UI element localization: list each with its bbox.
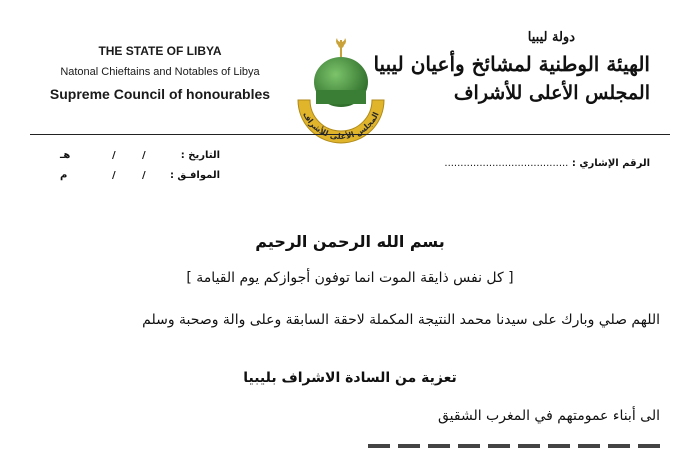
date-separator: / — [112, 150, 116, 161]
prayer-paragraph: اللهم صلي وبارك على سيدنا محمد النتيجة المكملة لاحقة السابقة وعلى والة وصحبة وسلم — [142, 312, 660, 328]
corresponding-label: الموافـق : — [169, 170, 220, 181]
reference-value: ....................................... — [444, 158, 569, 169]
english-organization-name: Natonal Chieftains and Notables of Libya — [60, 66, 260, 78]
date-gregorian-suffix: م — [60, 170, 68, 181]
english-state-title: THE STATE OF LIBYA — [98, 44, 222, 58]
arabic-organization-name: الهيئة الوطنية لمشائخ وأعيان ليبيا — [373, 52, 650, 76]
reference-label: الرقم الإشاري : — [571, 158, 650, 169]
recipient-line: الى أبناء عمومتهم في المغرب الشقيق — [437, 408, 660, 424]
quran-verse: [ كل نفس ذايقة الموت انما توفون أجوازكم يوم القيامة ] — [186, 270, 514, 286]
council-logo — [286, 30, 396, 150]
basmala: بسم الله الرحمن الرحيم — [255, 232, 445, 251]
dome-base — [316, 90, 366, 104]
date-label: التاريخ : — [180, 150, 220, 161]
logo-banner-text: المجلس الأعلى للأشراف — [301, 110, 381, 142]
date-separator: / — [112, 170, 116, 181]
cut-off-text-line — [360, 440, 660, 450]
date-hijri-suffix: هـ — [60, 150, 71, 161]
date-separator: / — [142, 150, 146, 161]
crescent-icon — [336, 38, 346, 46]
arabic-council-name: المجلس الأعلى للأشراف — [453, 82, 650, 104]
condolence-title: تعزية من السادة الاشراف بليبيا — [243, 370, 457, 386]
date-separator: / — [142, 170, 146, 181]
arabic-state-title: دولة ليبيا — [527, 30, 575, 45]
header-divider — [30, 134, 670, 135]
english-council-name: Supreme Council of honourables — [49, 86, 271, 102]
reference-number — [444, 158, 650, 169]
